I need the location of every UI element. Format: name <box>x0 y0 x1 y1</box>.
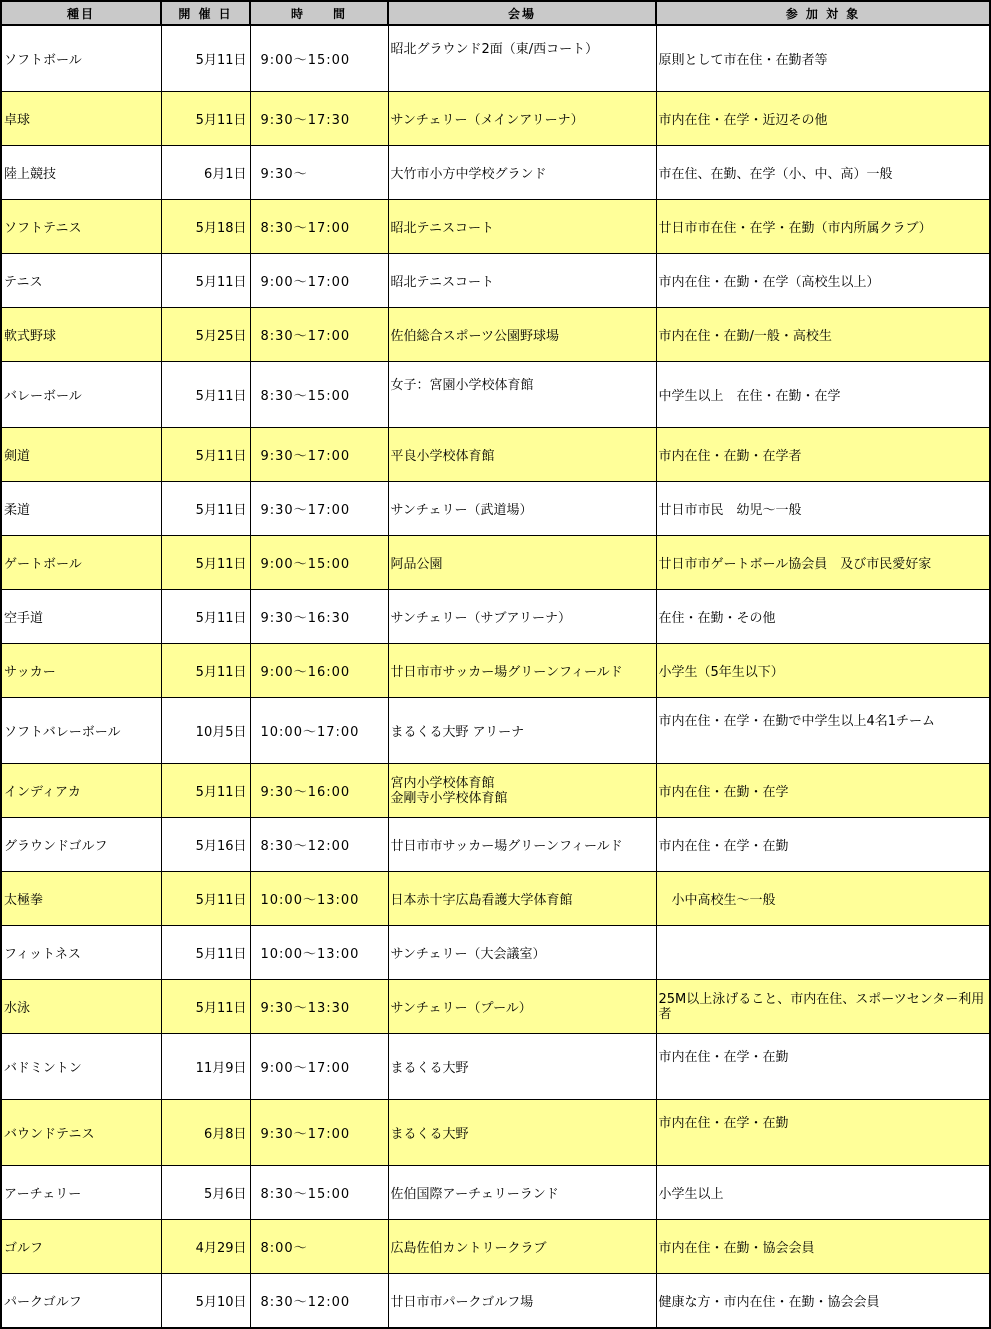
date-cell: 5月6日 <box>161 1166 250 1220</box>
sport-cell: 水泳 <box>1 980 161 1034</box>
date-cell: 10月5日 <box>161 698 250 764</box>
target-cell: 市内在住・在勤・在学（高校生以上） <box>656 254 990 308</box>
sport-cell: アーチェリー <box>1 1166 161 1220</box>
table-row <box>1 536 990 590</box>
date-cell: 5月11日 <box>161 92 250 146</box>
table-row <box>1 644 990 698</box>
target-cell: 廿日市市ゲートボール協会員 及び市民愛好家 <box>656 536 990 590</box>
sport-cell: バウンドテニス <box>1 1100 161 1166</box>
date-cell: 5月11日 <box>161 980 250 1034</box>
time-cell: 8:30～12:00 <box>250 818 388 872</box>
venue-cell: 宮内小学校体育館 金剛寺小学校体育館 <box>388 764 656 818</box>
date-cell: 5月11日 <box>161 428 250 482</box>
venue-cell: サンチェリー（サブアリーナ） <box>388 590 656 644</box>
header-target: 参 加 対 象 <box>656 1 990 25</box>
table-row <box>1 698 990 764</box>
venue-cell: 昭北グラウンド2面（東/西コート） <box>388 25 656 92</box>
date-cell: 5月11日 <box>161 644 250 698</box>
sport-cell: 軟式野球 <box>1 308 161 362</box>
header-time: 時 間 <box>250 1 388 25</box>
table-body <box>1 25 990 1328</box>
time-cell: 9:00～17:00 <box>250 1034 388 1100</box>
time-cell: 9:30～17:30 <box>250 92 388 146</box>
time-cell: 10:00～13:00 <box>250 872 388 926</box>
target-cell <box>656 926 990 980</box>
venue-cell: 女子：宮園小学校体育館 <box>388 362 656 428</box>
venue-cell: 昭北テニスコート <box>388 254 656 308</box>
date-cell: 5月11日 <box>161 926 250 980</box>
target-cell: 市内在住・在勤・協会会員 <box>656 1220 990 1274</box>
venue-cell: 大竹市小方中学校グランド <box>388 146 656 200</box>
sport-cell: グラウンドゴルフ <box>1 818 161 872</box>
target-cell: 廿日市市在住・在学・在勤（市内所属クラブ） <box>656 200 990 254</box>
target-cell: 25M以上泳げること、市内在住、スポーツセンター利用者 <box>656 980 990 1034</box>
header-venue: 会場 <box>388 1 656 25</box>
venue-cell: まるくる大野 <box>388 1034 656 1100</box>
time-cell: 8:30～12:00 <box>250 1274 388 1329</box>
venue-cell: 平良小学校体育館 <box>388 428 656 482</box>
target-cell: 市内在住・在学・在勤で中学生以上4名1チーム <box>656 698 990 764</box>
venue-cell: サンチェリー（メインアリーナ） <box>388 92 656 146</box>
table-row <box>1 926 990 980</box>
table-row <box>1 25 990 92</box>
table-row <box>1 482 990 536</box>
sport-cell: ゲートボール <box>1 536 161 590</box>
sport-cell: パークゴルフ <box>1 1274 161 1329</box>
sport-cell: ゴルフ <box>1 1220 161 1274</box>
target-cell: 廿日市市民 幼児～一般 <box>656 482 990 536</box>
date-cell: 5月11日 <box>161 25 250 92</box>
table-header-row <box>1 1 990 25</box>
target-cell: 小学生（5年生以下） <box>656 644 990 698</box>
date-cell: 5月10日 <box>161 1274 250 1329</box>
date-cell: 4月29日 <box>161 1220 250 1274</box>
time-cell: 9:30～17:00 <box>250 1100 388 1166</box>
date-cell: 5月16日 <box>161 818 250 872</box>
date-cell: 5月11日 <box>161 254 250 308</box>
time-cell: 9:00～15:00 <box>250 25 388 92</box>
table-row <box>1 200 990 254</box>
sport-cell: ソフトバレーボール <box>1 698 161 764</box>
venue-cell: 阿品公園 <box>388 536 656 590</box>
table-row <box>1 1274 990 1329</box>
date-cell: 5月11日 <box>161 764 250 818</box>
table-row <box>1 92 990 146</box>
table-row <box>1 146 990 200</box>
sport-cell: テニス <box>1 254 161 308</box>
sport-cell: 剣道 <box>1 428 161 482</box>
time-cell: 9:30～13:30 <box>250 980 388 1034</box>
date-cell: 6月8日 <box>161 1100 250 1166</box>
date-cell: 5月18日 <box>161 200 250 254</box>
table-row <box>1 818 990 872</box>
target-cell: 市内在住・在学・在勤 <box>656 1034 990 1100</box>
sport-cell: サッカー <box>1 644 161 698</box>
venue-cell: 広島佐伯カントリークラブ <box>388 1220 656 1274</box>
table-row <box>1 764 990 818</box>
venue-cell: 佐伯総合スポーツ公園野球場 <box>388 308 656 362</box>
venue-cell: まるくる大野 <box>388 1100 656 1166</box>
date-cell: 5月11日 <box>161 536 250 590</box>
target-cell: 小学生以上 <box>656 1166 990 1220</box>
date-cell: 6月1日 <box>161 146 250 200</box>
time-cell: 9:00～15:00 <box>250 536 388 590</box>
sport-cell: バレーボール <box>1 362 161 428</box>
sport-cell: 太極拳 <box>1 872 161 926</box>
venue-cell: まるくる大野 アリーナ <box>388 698 656 764</box>
venue-cell: サンチェリー（武道場） <box>388 482 656 536</box>
date-cell: 5月11日 <box>161 482 250 536</box>
time-cell: 8:00～ <box>250 1220 388 1274</box>
target-cell: 市内在住・在勤・在学者 <box>656 428 990 482</box>
time-cell: 10:00～13:00 <box>250 926 388 980</box>
time-cell: 10:00～17:00 <box>250 698 388 764</box>
time-cell: 8:30～17:00 <box>250 308 388 362</box>
table-row <box>1 872 990 926</box>
time-cell: 8:30～15:00 <box>250 1166 388 1220</box>
sport-cell: 陸上競技 <box>1 146 161 200</box>
date-cell: 5月11日 <box>161 872 250 926</box>
sport-cell: 空手道 <box>1 590 161 644</box>
target-cell: 健康な方・市内在住・在勤・協会会員 <box>656 1274 990 1329</box>
sport-cell: バドミントン <box>1 1034 161 1100</box>
time-cell: 9:30～16:30 <box>250 590 388 644</box>
table-row <box>1 1166 990 1220</box>
header-sport: 種目 <box>1 1 161 25</box>
time-cell: 9:30～ <box>250 146 388 200</box>
sport-cell: 卓球 <box>1 92 161 146</box>
target-cell: 市在住、在勤、在学（小、中、高）一般 <box>656 146 990 200</box>
venue-cell: 廿日市市サッカー場グリーンフィールド <box>388 818 656 872</box>
target-cell: 原則として市在住・在勤者等 <box>656 25 990 92</box>
time-cell: 9:00～16:00 <box>250 644 388 698</box>
table-row <box>1 590 990 644</box>
target-cell: 市内在住・在勤/一般・高校生 <box>656 308 990 362</box>
date-cell: 5月25日 <box>161 308 250 362</box>
table-row <box>1 1100 990 1166</box>
venue-cell: 佐伯国際アーチェリーランド <box>388 1166 656 1220</box>
header-date: 開 催 日 <box>161 1 250 25</box>
table-row <box>1 1220 990 1274</box>
sport-cell: ソフトテニス <box>1 200 161 254</box>
venue-cell: サンチェリー（大会議室） <box>388 926 656 980</box>
target-cell: 市内在住・在勤・在学 <box>656 764 990 818</box>
target-cell: 中学生以上 在住・在勤・在学 <box>656 362 990 428</box>
time-cell: 8:30～15:00 <box>250 362 388 428</box>
time-cell: 9:30～16:00 <box>250 764 388 818</box>
table-row <box>1 1034 990 1100</box>
time-cell: 9:30～17:00 <box>250 428 388 482</box>
venue-cell: サンチェリー（プール） <box>388 980 656 1034</box>
venue-cell: 昭北テニスコート <box>388 200 656 254</box>
venue-cell: 廿日市市パークゴルフ場 <box>388 1274 656 1329</box>
table-row <box>1 254 990 308</box>
date-cell: 5月11日 <box>161 590 250 644</box>
sport-cell: ソフトボール <box>1 25 161 92</box>
table-row <box>1 362 990 428</box>
table-row <box>1 980 990 1034</box>
table-row <box>1 428 990 482</box>
sport-cell: 柔道 <box>1 482 161 536</box>
date-cell: 11月9日 <box>161 1034 250 1100</box>
time-cell: 9:00～17:00 <box>250 254 388 308</box>
sport-cell: フィットネス <box>1 926 161 980</box>
time-cell: 8:30～17:00 <box>250 200 388 254</box>
target-cell: 小中高校生～一般 <box>656 872 990 926</box>
sport-cell: インディアカ <box>1 764 161 818</box>
table-row <box>1 308 990 362</box>
target-cell: 市内在住・在学・近辺その他 <box>656 92 990 146</box>
target-cell: 市内在住・在学・在勤 <box>656 818 990 872</box>
venue-cell: 日本赤十字広島看護大学体育館 <box>388 872 656 926</box>
time-cell: 9:30～17:00 <box>250 482 388 536</box>
date-cell: 5月11日 <box>161 362 250 428</box>
target-cell: 市内在住・在学・在勤 <box>656 1100 990 1166</box>
venue-cell: 廿日市市サッカー場グリーンフィールド <box>388 644 656 698</box>
target-cell: 在住・在勤・その他 <box>656 590 990 644</box>
